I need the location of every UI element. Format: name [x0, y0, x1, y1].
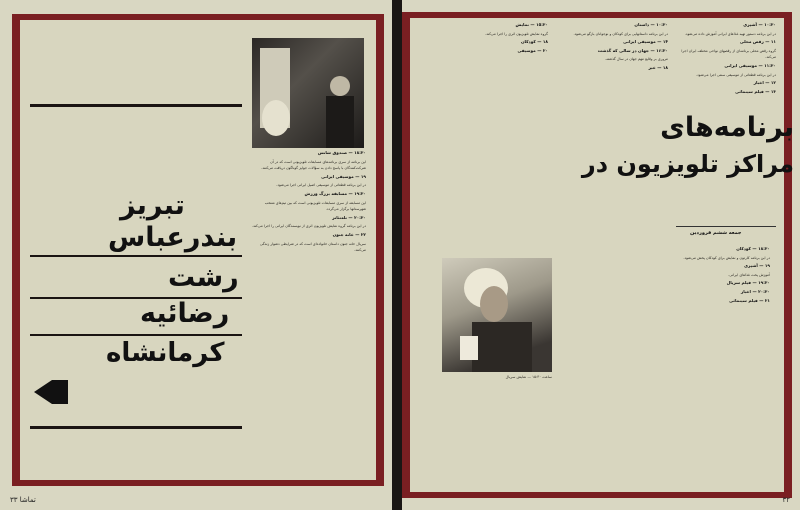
right-column-2 [556, 22, 668, 222]
title-line-6: رضائیه [140, 298, 230, 329]
right-column-3 [424, 22, 548, 222]
program-description: در این برنامه کارتون و نمایش برای کودکان پخش می‌شود. [683, 255, 770, 260]
program-description: در این برنامه گروه نمایش تلویزیون اثری از نویسندگان ایرانی را اجرا می‌کند. [252, 224, 366, 229]
program-heading: ۱۹ — موسیقی ایرانی [321, 173, 366, 179]
program-description: گروه رقص محلی برنامه‌ای از رقصهای نواحی مختلف ایران اجرا می‌کند. [681, 48, 776, 60]
title-line-4: بندرعباس [108, 222, 238, 253]
program-heading: ۱۶:۳۰ — جهان در سالی که گذشت [597, 47, 668, 53]
program-heading: ۱۰:۳۰ — آشپزی [743, 22, 776, 27]
program-heading: ۱۸ — کودکان [520, 39, 548, 45]
title-line-7: کرمانشاه [106, 338, 225, 368]
program-heading: ۲۲ — خانه جنون [332, 231, 366, 237]
day-separator-rule [676, 226, 776, 227]
title-line-2: مراکز تلویزیون در [581, 150, 794, 178]
program-description: گروه نمایش تلویزیون اثری را اجرا می‌کند. [485, 31, 548, 36]
left-program-column [248, 150, 366, 470]
program-description: در این برنامه قطعاتی از موسیقی سنتی اجرا می‌شود. [696, 72, 776, 77]
program-description: در این برنامه دستور تهیه غذاهای ایرانی آموزش داده می‌شود. [684, 31, 776, 36]
title-line-5: رشت [168, 262, 239, 293]
program-heading: ۱۰:۳۰ — داستان [634, 22, 668, 27]
right-column-1 [676, 22, 776, 222]
program-heading: ۱۸ — خبر [648, 64, 668, 70]
program-heading: ۱۹:۳۰ — مسابقه بزرگ ورزش [304, 190, 366, 196]
right-page-footer: ۳۲ [782, 496, 790, 504]
program-heading: ۱۹:۳۰ — فیلم سریال [726, 280, 770, 286]
page-gutter [392, 0, 402, 510]
left-page-footer: تماشا ۳۳ [10, 496, 36, 504]
program-heading: ۲۱ — فیلم سینمائی [729, 297, 770, 303]
arrow-left-icon [34, 380, 52, 404]
program-heading: ۲۰:۳۰ — تله‌تئاتر [332, 214, 366, 220]
title-top-rule [30, 104, 242, 107]
program-heading: ۱۴ — موسیقی ایرانی [623, 39, 668, 45]
title-rule-4 [30, 334, 242, 336]
program-photo-actor [442, 258, 552, 372]
program-heading: ۱۲ — اخبار [753, 80, 776, 86]
day-heading: جمعه ششم فروردین [690, 230, 742, 236]
program-heading: ۱۳ — فیلم سینمائی [735, 88, 776, 94]
right-column-4 [560, 246, 770, 482]
program-description: سریال خانه جنون داستان خانواده‌ای است که در شرایطی دشوار زندگی می‌کنند. [259, 241, 366, 253]
program-heading: ۱۸:۳۰ — کودکان [736, 246, 770, 251]
program-heading: ۱۸:۳۰ — صندوق شانس [317, 150, 366, 155]
title-rule-2 [30, 255, 242, 257]
program-heading: ۱۵:۳۰ — نمایش [515, 22, 548, 27]
program-photo-host [252, 38, 364, 148]
program-heading: ۲۰:۳۰ — اخبار [740, 288, 770, 294]
program-description: در این برنامه قطعاتی از موسیقی اصیل ایرانی اجرا می‌شود. [276, 183, 366, 188]
program-heading: ۱۱:۳۰ — موسیقی ایرانی [724, 62, 776, 68]
title-bottom-rule [30, 426, 242, 429]
program-heading: ۱۹ — آشپزی [744, 263, 770, 269]
program-description: در این برنامه داستانهایی برای کودکان و نوجوانان بازگو می‌شود. [573, 31, 668, 36]
program-description: آموزش پخت غذاهای ایرانی. [728, 272, 770, 277]
program-description: این برنامه از سری برنامه‌های مسابقات تلویزیونی است که در آن شرکت‌کنندگان با پاسخ دادن به سؤالات جوایز گوناگون دریافت می‌کنند. [261, 159, 366, 171]
arrow-bar [52, 380, 68, 404]
title-line-3: تبریز [120, 190, 185, 221]
title-line-1: برنامه‌های [660, 112, 794, 143]
photo-caption: ساعت ۱۵:۳۰ — نمایش سریال [505, 375, 552, 379]
program-heading: ۱۱ — رقص محلی [739, 39, 776, 45]
program-heading: ۲۰ — موسیقی [517, 47, 548, 53]
program-description: این مسابقه از سری مسابقات تلویزیونی است که بین تیم‌های منتخب شهرستانها برگزار می‌گردد. [264, 200, 366, 212]
program-description: مروری بر وقایع مهم جهان در سال گذشته. [604, 57, 668, 62]
